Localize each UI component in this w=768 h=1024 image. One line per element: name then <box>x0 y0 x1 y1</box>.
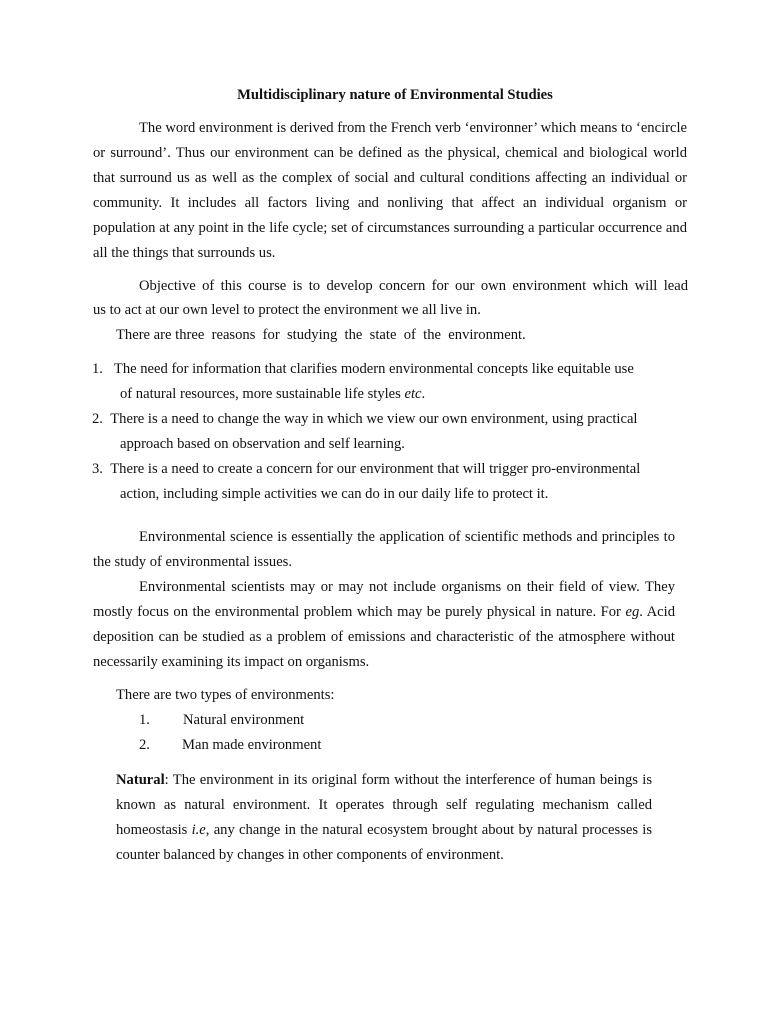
science-paragraph: Environmental science is essentially the application of scientific methods and principles to the study of environmental issues. <box>93 529 675 570</box>
reason-number: 2. <box>92 411 103 427</box>
scientists-text-start: Environmental scientists may or may not include organisms on their field of view. They mostly focus on the environmental problem which may be purely physical in nature. For <box>93 579 675 620</box>
natural-paragraph <box>116 768 652 868</box>
reason-line-2: action, including simple activities we can do in our daily life to protect it. <box>120 486 549 502</box>
env-type-item-2 <box>139 733 321 758</box>
natural-heading: Natural <box>116 772 165 788</box>
env-type-number: 1. <box>139 712 150 728</box>
reason-line-1: There is a need to create a concern for our environment that will trigger pro-environmental <box>110 461 641 477</box>
reason-suffix: . <box>421 386 426 402</box>
reason-item-3 <box>92 457 692 507</box>
objective-line-1: Objective of this course is to develop concern for our own environment which will lead <box>139 278 688 294</box>
natural-text-end: , any change in the natural ecosystem brought about by natural processes is counter balanced by changes in other components of environment. <box>116 822 652 863</box>
env-type-number: 2. <box>139 737 150 753</box>
scientists-text-end: . Acid deposition can be studied as a problem of emissions and characteristic of the atmosphere without necessarily examining its impact on organisms. <box>93 604 675 670</box>
scientists-italic: eg <box>625 604 640 620</box>
objective-line-2: us to act at our own level to protect the environment we all live in. <box>93 302 481 318</box>
reason-line-2: of natural resources, more sustainable life styles <box>120 386 405 402</box>
page-title: Multidisciplinary nature of Environmental Studies <box>237 87 553 103</box>
reason-line-2: approach based on observation and self learning. <box>120 436 405 452</box>
reason-line-1: There is a need to change the way in which we view our own environment, using practical <box>110 411 638 427</box>
natural-text-start: : The environment in its original form without the interference of human beings is known as natural environment. It operates through self regulating mechanism called homeostasis <box>116 772 652 838</box>
types-intro: There are two types of environments: <box>116 687 335 703</box>
natural-italic: i.e <box>191 822 206 838</box>
reason-number: 3. <box>92 461 103 477</box>
env-type-label: Man made environment <box>182 737 322 753</box>
reason-line-1: The need for information that clarifies modern environmental concepts like equitable use <box>113 361 634 377</box>
reason-item-1 <box>92 357 692 407</box>
reason-item-2 <box>92 407 692 457</box>
env-type-item-1 <box>139 708 304 733</box>
scientists-paragraph <box>93 575 675 675</box>
intro-paragraph: The word environment is derived from the French verb ‘environner’ which means to ‘encircle or surround’. Thus our environment can be defined as the physical, chemical and biological world that surround us as well as the complex of social and cultural conditions affecting an individual or community. It includes all factors living and nonliving that affect an individual organism or population at any point in the life cycle; set of circumstances surrounding a particular occurrence and all the things that surrounds us. <box>93 120 687 261</box>
env-type-label: Natural environment <box>183 712 305 728</box>
reasons-intro: There are three reasons for studying the state of the environment. <box>116 327 526 343</box>
reason-number: 1. <box>92 361 103 377</box>
reason-italic: etc <box>404 386 422 402</box>
